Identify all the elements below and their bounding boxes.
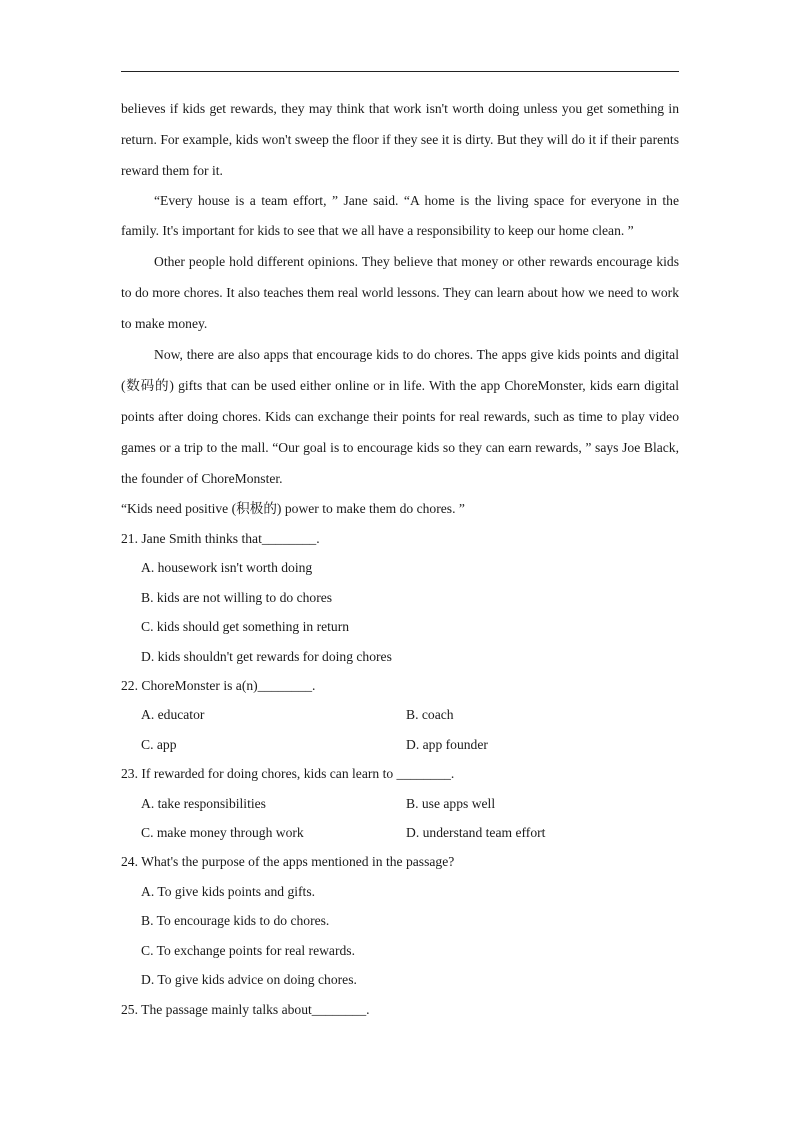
option-b: B. To encourage kids to do chores. bbox=[141, 913, 330, 929]
option-c: C. To exchange points for real rewards. bbox=[141, 942, 355, 958]
question-stem: 23. If rewarded for doing chores, kids can learn to ________. bbox=[121, 766, 455, 782]
question-stem: 25. The passage mainly talks about________. bbox=[121, 1001, 370, 1017]
option-d: D. app founder bbox=[406, 736, 488, 752]
option-row bbox=[121, 730, 679, 759]
option-d: D. To give kids advice on doing chores. bbox=[141, 972, 357, 988]
option-b: B. use apps well bbox=[406, 795, 496, 811]
option-row bbox=[121, 789, 679, 818]
question-23 bbox=[121, 759, 679, 847]
question-stem: 24. What's the purpose of the apps mentioned in the passage? bbox=[121, 854, 455, 870]
option-a: A. housework isn't worth doing bbox=[141, 560, 313, 576]
passage-paragraph-1: believes if kids get rewards, they may think that work isn't worth doing unless you get something in return. For example, kids won't sweep the floor if they see it is dirty. But they will do it if their parents reward them for it. bbox=[121, 101, 679, 178]
passage-paragraph-2: “Every house is a team effort, ” Jane said. “A home is the living space for everyone in the family. It's important for kids to see that we all have a responsibility to keep our home clean. ” bbox=[121, 193, 679, 238]
question-24 bbox=[121, 847, 679, 994]
passage-paragraph-3: Other people hold different opinions. They believe that money or other rewards encourage kids to do more chores. It also teaches them real world lessons. They can learn about how we need to work to make money. bbox=[121, 254, 679, 331]
header-rule bbox=[121, 71, 679, 72]
question-21 bbox=[121, 524, 679, 671]
question-stem: 21. Jane Smith thinks that________. bbox=[121, 531, 320, 546]
question-22 bbox=[121, 671, 679, 759]
option-row bbox=[121, 700, 679, 729]
option-c: C. kids should get something in return bbox=[141, 619, 350, 635]
option-c: C. app bbox=[141, 736, 177, 752]
option-d: D. kids shouldn't get rewards for doing chores bbox=[141, 648, 392, 664]
option-row bbox=[121, 818, 679, 847]
option-a: A. take responsibilities bbox=[141, 795, 266, 811]
option-b: B. coach bbox=[406, 707, 454, 723]
passage-paragraph-4: Now, there are also apps that encourage kids to do chores. The apps give kids points and digital (数码的) gifts that can be used either online or in life. With the app ChoreMonster, kids earn digital points after doing chores. Kids can exchange their points for real rewards, such as time to play video games or a trip to the mall. “Our goal is to encourage kids so they can earn rewards, ” says Joe Black, the founder of ChoreMonster. bbox=[121, 347, 679, 486]
option-a: A. educator bbox=[141, 707, 205, 723]
option-d: D. understand team effort bbox=[406, 825, 546, 841]
page-content bbox=[121, 93, 679, 1024]
option-c: C. make money through work bbox=[141, 825, 304, 841]
question-25 bbox=[121, 995, 679, 1024]
option-a: A. To give kids points and gifts. bbox=[141, 883, 316, 899]
passage-paragraph-5: “Kids need positive (积极的) power to make them do chores. ” bbox=[121, 501, 465, 516]
option-b: B. kids are not willing to do chores bbox=[141, 589, 333, 605]
question-stem: 22. ChoreMonster is a(n)________. bbox=[121, 678, 316, 694]
